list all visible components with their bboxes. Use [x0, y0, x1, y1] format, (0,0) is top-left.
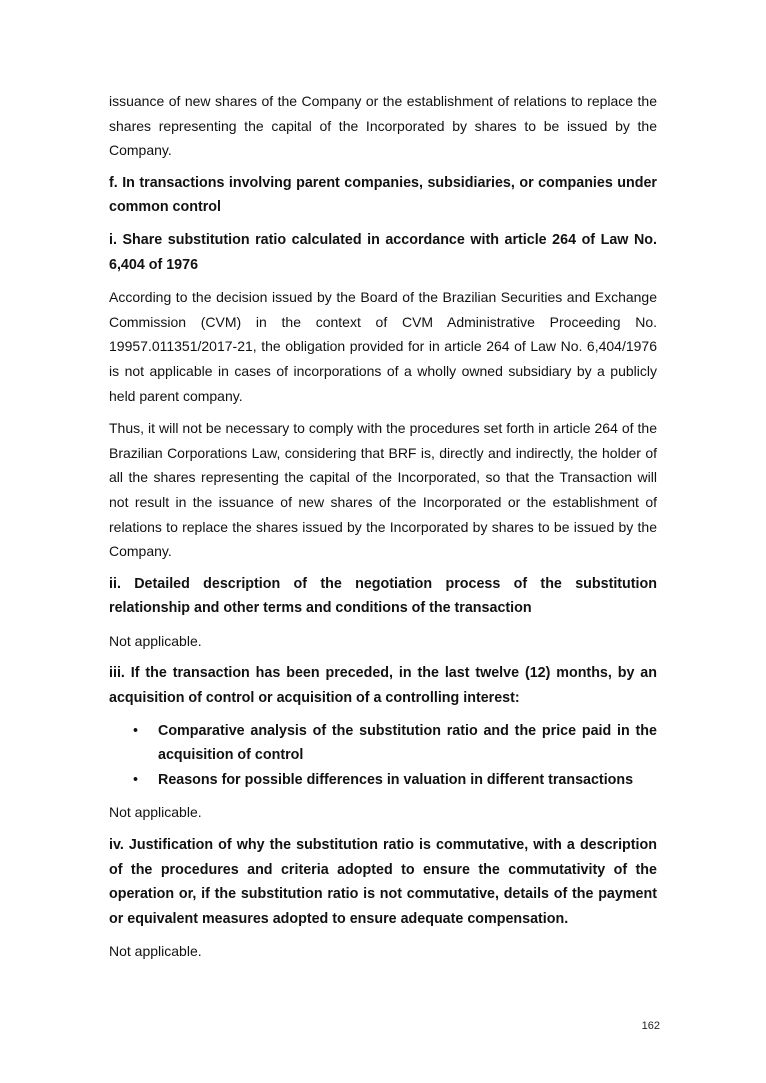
not-applicable-iv: Not applicable. — [109, 943, 202, 960]
section-f-heading: f. In transactions involving parent companies, subsidiaries, or companies under common control — [109, 174, 657, 216]
not-applicable-ii: Not applicable. — [109, 632, 202, 649]
bullet-icon: • — [133, 771, 139, 788]
cvm-decision-paragraph: According to the decision issued by the Board of the Brazilian Securities and Exchange Commission (CVM) in the context of CVM Administrative Proceeding No. 19957.011351/2017-21, the obligation provided for in article 264 of Law No. 6,404/1976 is not applicable in cases of incorporations of a wholly owned subsidiary by a publicly held parent company. — [109, 289, 657, 404]
subsection-i-heading: i. Share substitution ratio calculated in accordance with article 264 of Law No. 6,404 of 1976 — [109, 231, 657, 273]
subsection-iii-heading: iii. If the transaction has been preceded, in the last twelve (12) months, by an acquisition of control or acquisition of a controlling interest: — [109, 665, 657, 707]
page-number: 162 — [641, 1020, 660, 1032]
bullet-icon: • — [133, 722, 139, 739]
list-item-text: Comparative analysis of the substitution ratio and the price paid in the acquisition of control — [158, 722, 657, 764]
procedures-paragraph: Thus, it will not be necessary to comply with the procedures set forth in article 264 of the Brazilian Corporations Law, considering that BRF is, directly and indirectly, the holder of all the shares representing the capital of the Incorporated, so that the Transaction will not result in the issuance of new shares of the Incorporated or the establishment of relations to replace the shares issued by the Incorporated by shares to be issued by the Company. — [109, 420, 657, 560]
subsection-ii-heading: ii. Detailed description of the negotiation process of the substitution relationship and other terms and conditions of the transaction — [109, 575, 657, 617]
intro-paragraph: issuance of new shares of the Company or the establishment of relations to replace the shares representing the capital of the Incorporated by shares to be issued by the Company. — [109, 93, 657, 159]
list-item — [109, 768, 657, 793]
document-page — [109, 89, 657, 972]
list-item — [109, 719, 657, 768]
bullet-list — [109, 719, 657, 793]
list-item-text: Reasons for possible differences in valuation in different transactions — [158, 771, 634, 788]
subsection-iv-heading: iv. Justification of why the substitution ratio is commutative, with a description of the procedures and criteria adopted to ensure the commutativity of the operation or, if the substitution ratio is not commutative, details of the payment or equivalent measures adopted to ensure adequate compensation. — [109, 837, 657, 927]
not-applicable-iii: Not applicable. — [109, 804, 202, 821]
